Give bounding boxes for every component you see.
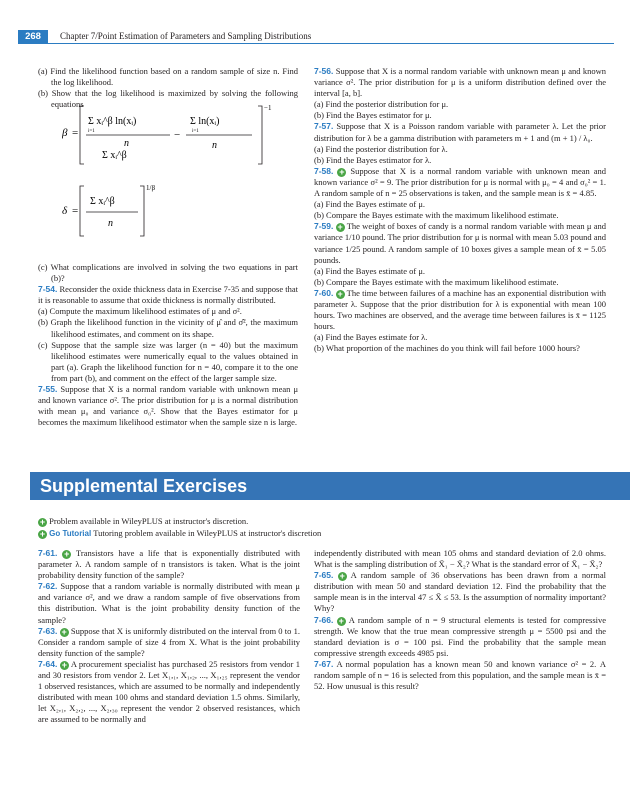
exercise-7-65: 7-65. + A random sample of 36 observations has been drawn from a normal distribution with mean 50 and standard deviation 12. Find the probability that the sample mean is in the interval 47 ≤ X̄ ≤ 53. Is the assumption of normality important? Why?: [314, 570, 607, 614]
svg-text:i=1: i=1: [88, 129, 95, 134]
exercise-7-57: 7-57. Suppose that X is a Poisson random variable with parameter λ. Let the prior distribution for λ be a gamma distribution with parameters m + 1 and (m + 1) / λ₀.: [314, 121, 606, 143]
svg-text:=: =: [72, 205, 79, 217]
plus-circle-icon: +: [61, 626, 67, 637]
plus-circle-icon: +: [61, 659, 67, 670]
num-sum2: Σ ln(xᵢ): [190, 116, 220, 127]
plus-circle-icon: +: [39, 517, 46, 527]
page-number: 268: [18, 30, 48, 44]
bottom-right-column: independently distributed with mean 105 ohms and standard deviation of 2.0 ohms. What is the sampling distribution of X̄₁ − X̄₂? What is the standard error of X̄₁ − X̄₂? 7-65. + A random sample of 36 observations has been drawn from a normal distribution with mean 50 and standard deviation 12. Find the probability that the sample mean is in the interval 47 ≤ X̄ ≤ 53. Is the assumption of normality important? Why? 7-66. + A random sample of n = 9 structural elements is tested for compressive strength. We know that the true mean compressive strength μ = 5500 psi and the standard deviation is σ = 100 psi. Find the probability that the sample mean compressive strength exceeds 4985 psi. 7-67. A normal population has a known mean 50 and known variance σ² = 2. A random sample of n = 16 is selected from this population, and the sample mean is x̄ = 52. How unusual is this result?: [314, 548, 607, 692]
mle-equations: [62, 96, 292, 246]
plus-circle-icon: +: [339, 571, 345, 582]
exponent-neg1: −1: [264, 104, 272, 112]
svg-text:n: n: [212, 140, 217, 151]
right-bracket: [258, 106, 262, 164]
plus-circle-icon: +: [64, 549, 70, 559]
part-a: (a) Find the likelihood function based on a random sample of size n. Find the log likelihood.: [38, 66, 298, 88]
plus-circle-icon: +: [338, 615, 344, 626]
svg-text:i=1: i=1: [192, 129, 199, 134]
exercise-7-58: 7-58. + Suppose that X is a normal random variable with unknown mean and known variance σ² = 9. The prior distribution for μ is normal with μ₀ = 4 and σ₀² = 1. A random sample of n = 25 observations is taken, and the sample mean is x̄ = 4.85.: [314, 165, 607, 199]
bottom-left-column: [38, 548, 300, 726]
exercise-7-62: 7-62. Suppose that a random variable is normally distributed with mean μ and variance σ², and we draw a random sample of five observations from this distribution. What is the joint probability density function of the sample?: [38, 581, 300, 625]
exercise-7-59: 7-59. + The weight of boxes of candy is a normal random variable with mean μ and variance 1/10 pound. The prior distribution for μ is normal with mean 5.03 pound and variance 1/25 pound. A random sample of 10 boxes gives a sample mean of x̄ = 5.05 pounds.: [314, 221, 606, 265]
exercise-7-60: 7-60. + The time between failures of a machine has an exponential distribution with parameter λ. Suppose that the prior distribution for λ is exponential with mean 100 hours. Two machines are observed, and the average time between failures is x̄ = 1125 hours.: [314, 287, 607, 332]
svg-text:−: −: [174, 129, 181, 141]
exercise-7-55: 7-55. Suppose that X is a normal random variable with unknown mean μ and known variance σ². The prior distribution for μ is a normal distribution with mean μ₀ and variance σ₀². Show that the Bayes estimator for μ becomes the maximum likelihood estimator when the sample size n is large.: [38, 384, 298, 428]
svg-text:=: =: [72, 127, 79, 139]
exercise-7-54: 7-54. Reconsider the oxide thickness data in Exercise 7-35 and suppose that it is reasonable to assume that oxide thickness is normally distributed.: [38, 284, 298, 306]
part-b: (b) Show that the log likelihood is maximized by solving the following equations: [38, 88, 298, 110]
left-bracket: [80, 106, 84, 164]
exercise-7-64: 7-64. + A procurement specialist has purchased 25 resistors from vendor 1 and 30 resistors from vendor 2. Let X₁,₁, X₁,₂, ..., X₁,₂₅ represent the vendor 1 observed resistances, which are assumed to be normally and independently distributed with mean 100 ohms and standard deviation 1.5 ohms. Similarly, let X₂,₁, X₂,₂, ..., X₂,₃₀ represent the vendor 2 observed resistances, which are assumed to be normally and: [38, 658, 301, 725]
exercise-7-66: 7-66. + A random sample of n = 9 structural elements is tested for compressive strength. We know that the true mean compressive strength μ = 5500 psi and the standard deviation is σ = 100 psi. Find the probability that the sample mean compressive strength exceeds 4985 psi.: [314, 614, 607, 658]
page-header: [0, 0, 639, 44]
header-rule: [18, 43, 614, 44]
exercise-7-61: 7-61. + Transistors have a life that is exponentially distributed with parameter λ. A random sample of n transistors is taken. What is the joint probability density function of the sample?: [38, 548, 300, 581]
beta-symbol: β: [62, 127, 68, 139]
exercise-7-63: 7-63. + Suppose that X is uniformly distributed on the interval from 0 to 1. Consider a random sample of size 4 from X. What is the joint probability density function of the sample?: [38, 625, 301, 658]
part-c: (c) What complications are involved in solving the two equations in part (b)?: [38, 262, 298, 284]
exercise-7-67: 7-67. A normal population has a known mean 50 and known variance σ² = 2. A random sample of n = 16 is selected from this population, and the sample mean is x̄ = 52. How unusual is this result?: [314, 658, 606, 692]
chapter-title: Chapter 7/Point Estimation of Parameters and Sampling Distributions: [60, 31, 312, 41]
right-column: 7-56. Suppose that X is a normal random variable with unknown mean μ and known variance σ². The prior distribution for μ is a uniform distribution defined over the interval [a, b]. (a) Find the posterior distribution for μ. (b) Find the Bayes estimator for μ. 7-57. Suppose that X is a Poisson random variable with parameter λ. Let the prior distribution for λ be a gamma distribution with parameters m + 1 and (m + 1) / λ₀. (a) Find the posterior distribution for λ. (b) Find the Bayes estimator for λ. 7-58. + Suppose that X is a normal random variable with unknown mean and known variance σ² = 9. The prior distribution for μ is normal with μ₀ = 4 and σ₀² = 1. A random sample of n = 25 observations is taken, and the sample mean is x̄ = 4.85. (a) Find the Bayes estimate of μ. (b) Compare the Bayes estimate with the maximum likelihood estimate. 7-59. + The weight of boxes of candy is a normal random variable with mean μ and variance 1/10 pound. The prior distribution for μ is normal with mean 5.03 pound and variance 1/25 pound. A random sample of 10 boxes gives a sample mean of x̄ = 5.05 pounds. (a) Find the Bayes estimate of μ. (b) Compare the Bayes estimate with the maximum likelihood estimate. 7-60. + The time between failures of a machine has an exponential distribution with parameter λ. Suppose that the prior distribution for λ is exponential with mean 100 hours. Two machines are observed, and the average time between failures is x̄ = 1125 hours. (a) Find the Bayes estimate for λ. (b) What proportion of the machines do you think will fail before 1000 hours?: [314, 66, 607, 354]
section-title: Supplemental Exercises: [40, 476, 248, 496]
plus-circle-icon: +: [339, 166, 345, 177]
delta-symbol: δ: [62, 205, 68, 217]
plus-circle-icon: +: [337, 288, 343, 299]
left-column-bottom: (c) What complications are involved in solving the two equations in part (b)? 7-54. Reconsider the oxide thickness data in Exercise 7-35 and suppose that it is reasonable to assume that oxide thickness is normally distributed. (a) Compute the maximum likelihood estimates of μ and σ². (b) Graph the likelihood function in the vicinity of μ̂ and σ̂², the maximum likelihood estimates, and comment on its shape. (c) Suppose that the sample size was larger (n = 40) but the maximum likelihood estimates were numerically equal to the values obtained in part (a). Graph the likelihood function for n = 40, compare it to the one from part (b), and comment on the effect of the larger sample size. 7-55. Suppose that X is a normal random variable with unknown mean μ and known variance σ². The prior distribution for μ is a normal distribution with mean μ₀ and variance σ₀². Show that the Bayes estimator for μ becomes the maximum likelihood estimator when the sample size n is large.: [38, 262, 298, 428]
legend-wileyplus: + Problem available in WileyPLUS at instructor's discretion.: [39, 516, 249, 527]
den-sum: Σ xᵢ^β: [102, 150, 127, 161]
plus-circle-icon: +: [337, 222, 343, 233]
svg-text:n: n: [108, 218, 113, 229]
num-sum1: Σ xᵢ^β ln(xᵢ): [88, 116, 137, 127]
svg-text:n: n: [124, 138, 129, 149]
legend-tutorial: + Go Tutorial Tutoring problem available in WileyPLUS at instructor's discretion: [39, 528, 322, 539]
exponent-inv-beta: 1/β: [146, 184, 156, 192]
exercise-7-56: 7-56. Suppose that X is a normal random variable with unknown mean μ and known variance σ². The prior distribution for μ is a uniform distribution defined over the interval [a, b].: [314, 66, 606, 99]
delta-num-sum: Σ xᵢ^β: [90, 196, 115, 207]
plus-circle-icon: +: [39, 529, 46, 539]
